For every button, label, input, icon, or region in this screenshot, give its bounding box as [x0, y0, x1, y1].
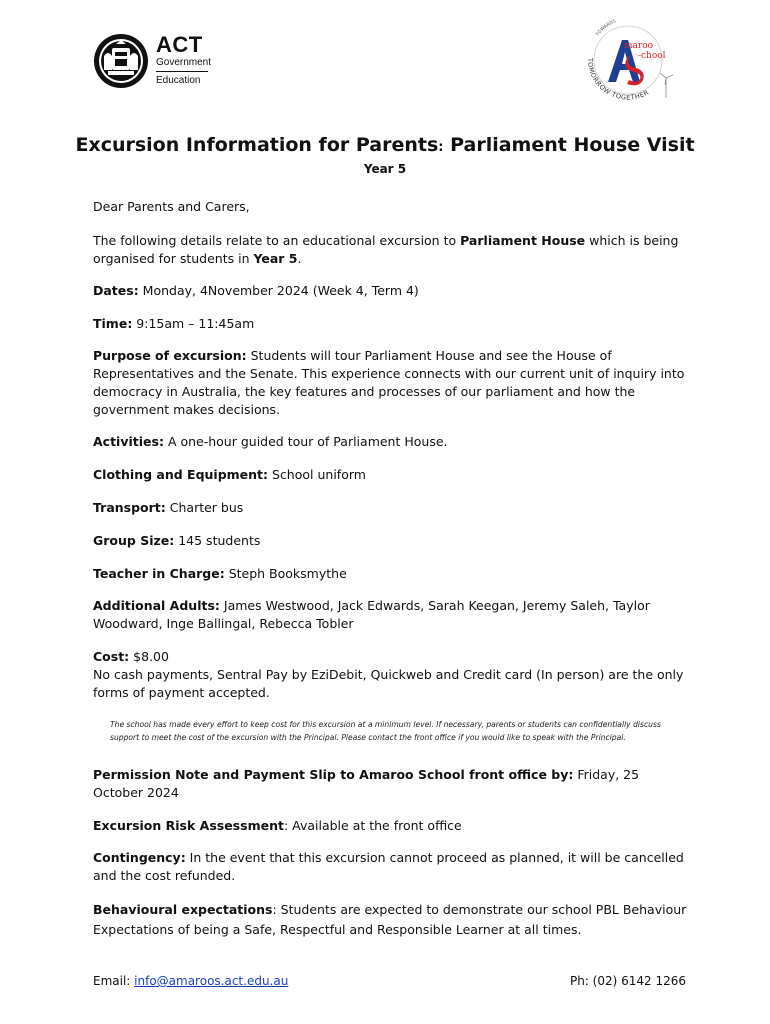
field-value: : Available at the front office [283, 818, 462, 833]
field-label: Clothing and Equipment: [93, 467, 269, 482]
email-link[interactable]: info@amaroos.act.edu.au [134, 974, 289, 988]
title-separator: : [438, 140, 444, 155]
field-label: Purpose of excursion: [93, 348, 247, 363]
field-purpose [93, 347, 693, 419]
field-value: School uniform [268, 467, 366, 482]
field-value: : Students are expected to demonstrate our school PBL Behaviour Expectations of being a Safe, Respectful and Responsible Learner at all times. [93, 902, 687, 937]
field-label: Additional Adults: [93, 598, 220, 613]
field-additional-adults [93, 597, 693, 633]
act-coat-of-arms-icon [92, 32, 150, 90]
title-part-1: Excursion Information for Parents [75, 134, 439, 156]
field-time [93, 315, 693, 333]
field-activities [93, 433, 693, 451]
school-logo-arc-text: TOMORROW TOGETHER [585, 57, 651, 102]
field-value: Friday, 25 October 2024 [93, 767, 640, 800]
act-government-logo [92, 32, 222, 92]
field-value: 145 students [174, 533, 261, 548]
field-value: 9:15am – 11:45am [132, 316, 255, 331]
intro-bold-destination: Parliament House [460, 233, 586, 248]
act-logo-government: Government [156, 57, 208, 72]
school-logo-top-arc-text: TOWARDS [595, 19, 617, 38]
intro-bold-year: Year 5 [253, 251, 298, 266]
intro-text-3: . [297, 251, 302, 266]
field-value: $8.00 [129, 649, 169, 664]
field-label: Permission Note and Payment Slip to Amaroo School front office by: [93, 767, 574, 782]
footer-email-label: Email: [93, 974, 135, 988]
page-subtitle: Year 5 [363, 162, 407, 176]
amaroo-school-logo [578, 18, 682, 102]
field-value: James Westwood, Jack Edwards, Sarah Keegan, Jeremy Saleh, Taylor Woodward, Inge Ballingal, Rebecca Tobler [93, 598, 650, 631]
intro-text-1: The following details relate to an educational excursion to [93, 233, 461, 248]
field-value: In the event that this excursion cannot proceed as planned, it will be cancelled and the cost refunded. [93, 850, 684, 883]
field-label: Excursion Risk Assessment [93, 818, 284, 833]
svg-text:TOWARDS [594, 18, 617, 38]
payment-methods-text: No cash payments, Sentral Pay by EziDebit, Quickweb and Credit card (In person) are the only forms of payment accepted. [93, 667, 684, 700]
school-logo-maroo: maroo [624, 41, 654, 51]
field-contingency [93, 849, 693, 885]
act-logo-text [156, 32, 212, 87]
field-label: Cost: [93, 649, 130, 664]
field-clothing [93, 466, 693, 484]
field-permission-deadline [93, 766, 693, 802]
wind-turbine-icon [660, 73, 673, 98]
field-risk-assessment [93, 817, 693, 835]
field-teacher [93, 565, 693, 583]
intro-paragraph [93, 232, 693, 268]
field-label: Group Size: [93, 533, 175, 548]
cost-note: The school has made every effort to keep cost for this excursion at a minimum level. If necessary, parents or students can confidentially discuss support to meet the cost of the excursion with the Principal. Please contact the front office if you would like to speak with the Principal. [110, 720, 661, 742]
page-title [0, 134, 770, 156]
field-label: Contingency: [93, 850, 186, 865]
field-label: Activities: [93, 434, 164, 449]
field-group-size [93, 532, 693, 550]
field-dates [93, 282, 693, 300]
footer-email [93, 974, 288, 988]
field-value: Steph Booksmythe [224, 566, 347, 581]
field-label: Behavioural expectations [93, 902, 273, 917]
school-logo-chool: chool [641, 51, 666, 61]
field-value: A one-hour guided tour of Parliament House. [163, 434, 448, 449]
title-part-2: Parliament House Visit [443, 134, 695, 156]
greeting: Dear Parents and Carers, [93, 199, 250, 214]
act-logo-title: ACT [156, 32, 203, 57]
field-label: Teacher in Charge: [93, 566, 225, 581]
field-label: Transport: [93, 500, 166, 515]
field-label: Dates: [93, 283, 139, 298]
field-value: Monday, 4November 2024 (Week 4, Term 4) [138, 283, 419, 298]
field-behaviour [93, 900, 693, 940]
intro-text-2: which is being organised for students in [93, 233, 679, 266]
field-value: Students will tour Parliament House and see the House of Representatives and the Senate. This experience connects with our current unit of inquiry into democracy in Australia, the key features and processes of our parliament and how the government makes decisions. [93, 348, 685, 417]
act-logo-education: Education [156, 75, 201, 86]
footer-phone: Ph: (02) 6142 1266 [569, 974, 686, 988]
field-value: Charter bus [165, 500, 244, 515]
field-cost [93, 648, 693, 702]
field-label: Time: [93, 316, 133, 331]
field-transport [93, 499, 693, 517]
